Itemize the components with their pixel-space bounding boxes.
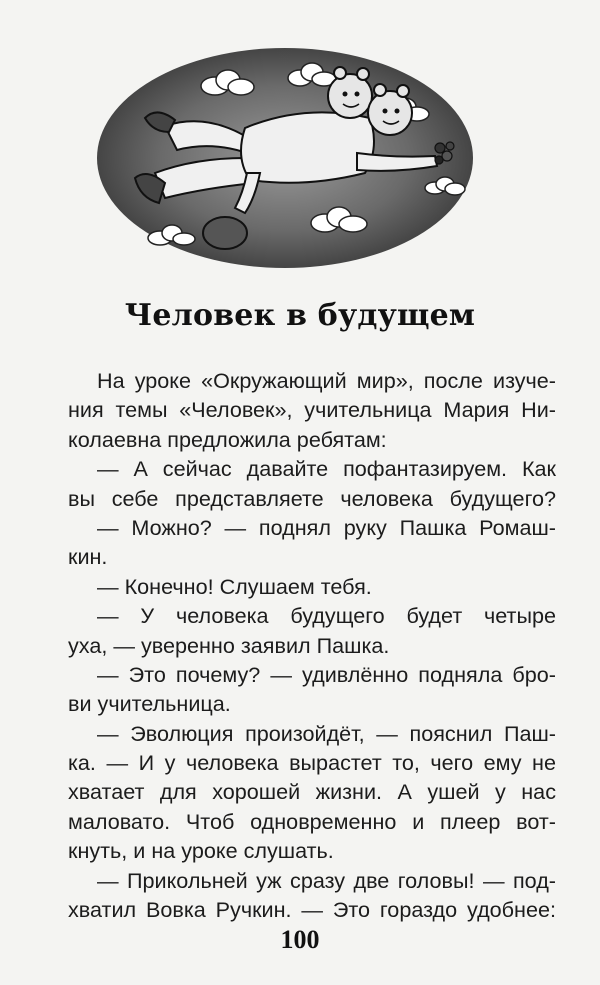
text-line: — Можно? — поднял руку Пашка Ромаш- bbox=[97, 514, 556, 540]
text-line: колаевна предложила ребятам: bbox=[68, 426, 387, 452]
text-line: хватает для хорошей жизни. А ушей у нас bbox=[68, 779, 556, 805]
flying-two-headed-boy-illustration bbox=[95, 8, 475, 278]
text-line: — У человека будущего будет четыре bbox=[97, 603, 556, 629]
text-line: ка. — И у человека вырастет то, чего ему не bbox=[68, 750, 556, 776]
text-line: кнуть, и на уроке слушать. bbox=[68, 838, 334, 864]
text-line: ви учительница. bbox=[68, 691, 231, 717]
text-line: — Конечно! Слушаем тебя. bbox=[97, 573, 372, 599]
text-line: кин. bbox=[68, 544, 108, 570]
chapter-title: Человек в будущем bbox=[124, 298, 476, 333]
text-line: — Это почему? — удивлённо подняла бро- bbox=[97, 661, 556, 687]
text-line: уха, — уверенно заявил Пашка. bbox=[68, 632, 390, 658]
text-line: На уроке «Окружающий мир», после изуче- bbox=[97, 368, 556, 393]
text-line: — Эволюция произойдёт, — пояснил Паш- bbox=[97, 720, 556, 746]
text-line: вы себе представляете человека будущего? bbox=[68, 485, 556, 511]
text-line: — А сейчас давайте пофантазируем. Как bbox=[97, 456, 556, 482]
text-line: маловато. Чтоб одновременно и плеер вот- bbox=[68, 808, 556, 834]
page-number: 100 bbox=[280, 925, 320, 954]
story-text bbox=[68, 366, 556, 924]
text-line: — Прикольней уж сразу две головы! — под- bbox=[97, 867, 556, 893]
text-line: ния темы «Человек», учительница Мария Ни- bbox=[68, 397, 556, 423]
text-line: хватил Вовка Ручкин. — Это гораздо удобнее: bbox=[68, 897, 556, 923]
